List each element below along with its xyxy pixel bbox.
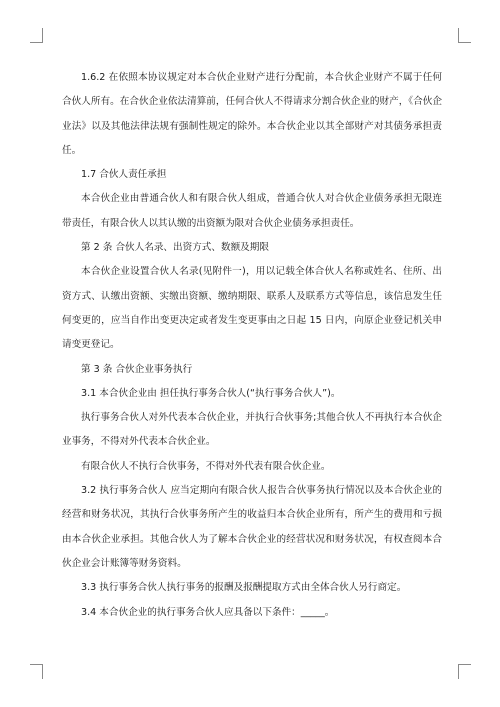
crop-mark-bottom-left [30,664,43,679]
paragraph-3-1: 3.1 本合伙企业由 担任执行事务合伙人(“执行事务合伙人”)。 [81,387,341,399]
paragraph-3-4: 3.4 本合伙企业的执行事务合伙人应具备以下条件：_____。 [81,606,335,618]
paragraph-executive-partner: 执行事务合伙人对外代表本合伙企业，并执行合伙事务;其他合伙人不再执行本合伙企业事务，不得对外代表本合伙企业。 [62,412,442,448]
paragraph-3-2: 3.2 执行事务合伙人 应当定期向有限合伙人报告合伙事务执行情况以及本合伙企业的经营和财务状况，其执行合伙事务所产生的收益归本合伙企业所有，所产生的费用和亏损由本合伙企业承担。其他合伙人为了解本合伙企业的经营状况和财务状况，有权查阅本合伙企业会计账簿等财务资料。 [62,485,442,569]
paragraph-3-3: 3.3 执行事务合伙人执行事务的报酬及报酬提取方式由全体合伙人另行商定。 [81,582,407,594]
heading-article-2: 第 2 条 合伙人名录、出资方式、数额及期限 [81,242,269,254]
document-body [62,66,442,625]
paragraph-1-6-2: 1.6.2 在依照本协议规定对本合伙企业财产进行分配前，本合伙企业财产不属于任何合伙人所有。在合伙企业依法清算前，任何合伙人不得请求分割合伙企业的财产，《合伙企业法》以及其他法律法规有强制性规定的除外。本合伙企业以其全部财产对其债务承担责任。 [62,72,442,156]
heading-article-3: 第 3 条 合伙企业事务执行 [81,363,193,375]
crop-mark-top-right [458,28,471,43]
paragraph-limited-partner: 有限合伙人不执行合伙事务，不得对外代表有限合伙企业。 [81,460,331,472]
paragraph-partner-register: 本合伙企业设置合伙人名录(见附件一)，用以记载全体合伙人名称或姓名、住所、出资方式、认缴出资额、实缴出资额、缴纳期限、联系人及联系方式等信息，该信息发生任何变更的，应当自作出变更决定或者发生变更事由之日起 15 日内，向原企业登记机关申请变更登记。 [62,266,442,351]
heading-1-7: 1.7 合伙人责任承担 [81,169,167,181]
crop-mark-bottom-right [458,664,471,679]
crop-mark-top-left [30,28,43,43]
paragraph-liability: 本合伙企业由普通合伙人和有限合伙人组成，普通合伙人对合伙企业债务承担无限连带责任，有限合伙人以其认缴的出资额为限对合伙企业债务承担责任。 [62,193,442,229]
